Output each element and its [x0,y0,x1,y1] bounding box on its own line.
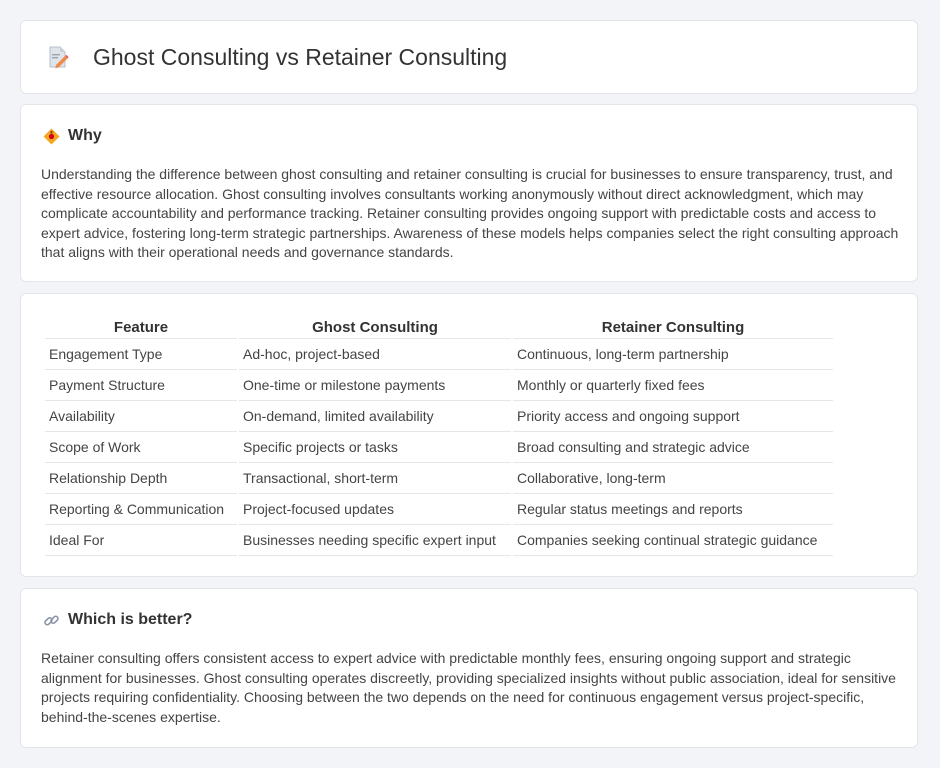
feature-cell: Reporting & Communication [45,494,237,525]
diamond-sign-icon [43,128,60,145]
retainer-cell: Companies seeking continual strategic guidance [513,525,833,556]
feature-cell: Availability [45,401,237,432]
page-title: Ghost Consulting vs Retainer Consulting [93,43,508,70]
better-title: Which is better? [68,611,193,628]
comparison-table [43,316,835,556]
feature-cell: Scope of Work [45,432,237,463]
header-retainer-consulting: Retainer Consulting [513,316,833,339]
feature-cell: Payment Structure [45,370,237,401]
document-pencil-icon [47,45,69,69]
feature-cell: Relationship Depth [45,463,237,494]
table-row [45,432,833,463]
ghost-cell: Project-focused updates [239,494,511,525]
header-feature: Feature [45,316,237,339]
table-row [45,463,833,494]
ghost-cell: Businesses needing specific expert input [239,525,511,556]
table-header-row [45,316,833,339]
why-title: Why [68,127,102,144]
retainer-cell: Priority access and ongoing support [513,401,833,432]
why-text: Understanding the difference between ghost consulting and retainer consulting is crucial for businesses to ensure transparency, trust, and effective resource allocation. Ghost consulting involves consultants working anonymously without direct acknowledgment, which may complicate accountability and performance tracking. Retainer consulting provides ongoing support with predictable costs and access to expert advice, fostering long-term strategic partnerships. Awareness of these models helps companies select the right consulting approach that aligns with their operational needs and governance standards. [41,166,899,261]
why-section [20,104,918,282]
header-ghost-consulting: Ghost Consulting [239,316,511,339]
table-row [45,494,833,525]
retainer-cell: Continuous, long-term partnership [513,339,833,370]
ghost-cell: Ad-hoc, project-based [239,339,511,370]
ghost-cell: Specific projects or tasks [239,432,511,463]
feature-cell: Engagement Type [45,339,237,370]
link-icon [43,612,60,629]
comparison-section [20,293,918,577]
table-row [45,370,833,401]
table-row [45,525,833,556]
header-card [20,20,918,94]
better-text: Retainer consulting offers consistent access to expert advice with predictable monthly fees, ensuring ongoing support and strategic alignment for businesses. Ghost consulting operates discreetly, providing specialized insights without public association, ideal for sensitive projects requiring confidentiality. Choosing between the two depends on the need for continuous engagement versus project-specific, behind-the-scenes expertise. [41,650,896,725]
retainer-cell: Monthly or quarterly fixed fees [513,370,833,401]
ghost-cell: One-time or milestone payments [239,370,511,401]
ghost-cell: On-demand, limited availability [239,401,511,432]
retainer-cell: Broad consulting and strategic advice [513,432,833,463]
table-row [45,401,833,432]
ghost-cell: Transactional, short-term [239,463,511,494]
retainer-cell: Regular status meetings and reports [513,494,833,525]
retainer-cell: Collaborative, long-term [513,463,833,494]
feature-cell: Ideal For [45,525,237,556]
which-is-better-section [20,588,918,748]
table-row [45,339,833,370]
